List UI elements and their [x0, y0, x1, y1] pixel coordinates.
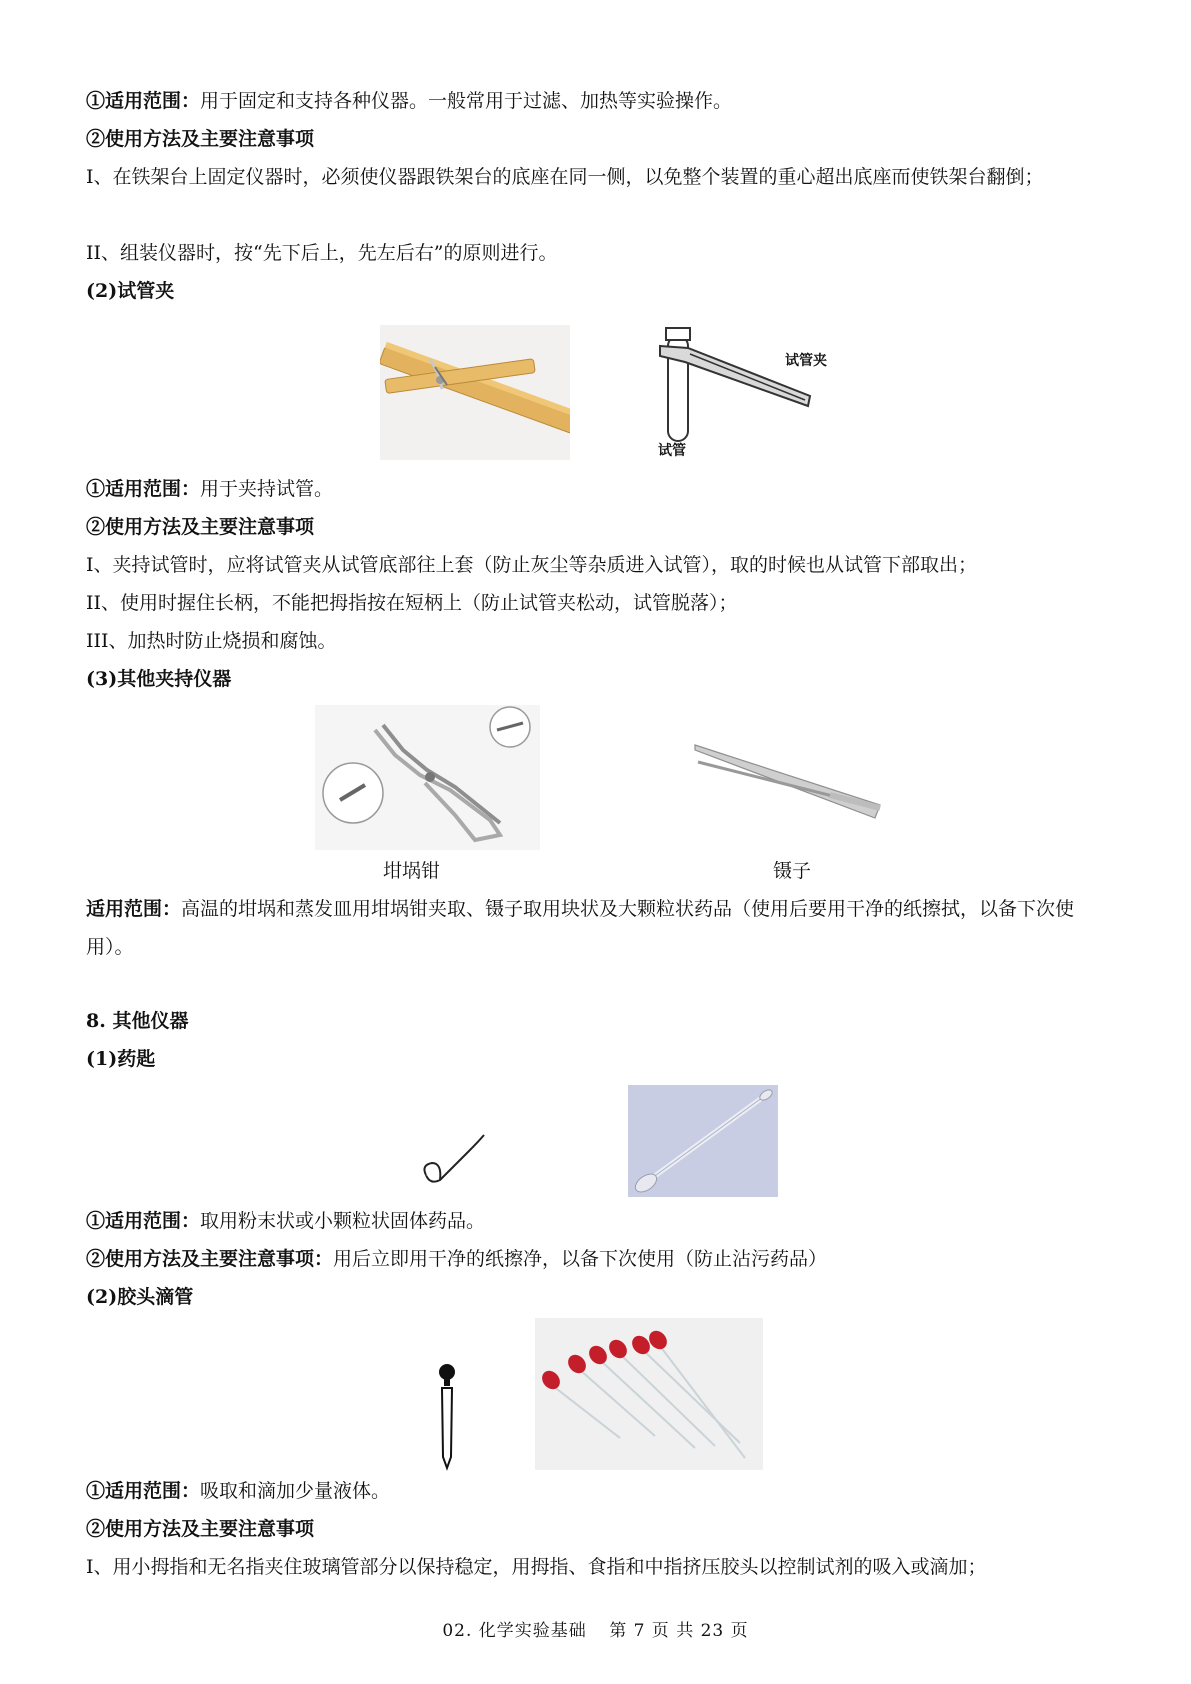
- spoon-photo: [628, 1085, 778, 1197]
- footer-doc-title: 02. 化学实验基础: [442, 1621, 587, 1641]
- scope-text: 取用粉末状或小颗粒状固体药品。: [200, 1210, 486, 1232]
- wooden-holder-photo: [380, 325, 570, 460]
- testtube-holder-note-3: III、加热时防止烧损和腐蚀。: [86, 630, 337, 652]
- scope-text: 用于固定和支持各种仪器。一般常用于过滤、加热等实验操作。: [200, 90, 733, 112]
- ironstand-note-1: I、在铁架台上固定仪器时，必须使仪器跟铁架台的底座在同一侧，以免整个装置的重心超出底座而使铁架台翻倒；: [86, 166, 1044, 188]
- ironstand-scope: [86, 82, 1116, 120]
- scope-label: ①适用范围：: [86, 1210, 201, 1232]
- caption-tweezers: 镊子: [773, 860, 812, 882]
- spoon-scope: [86, 1202, 1116, 1240]
- dropper-usage-heading: ②使用方法及主要注意事项: [86, 1518, 315, 1540]
- page-footer: [0, 1616, 1191, 1641]
- ironstand-note-2: II、组装仪器时，按“先下后上，先左后右”的原则进行。: [86, 242, 558, 264]
- scope-text: 吸取和滴加少量液体。: [200, 1480, 391, 1502]
- dropper-diagram: [432, 1362, 462, 1472]
- label-tube: 试管: [658, 443, 686, 459]
- testtube-holder-scope: [86, 470, 1116, 508]
- tweezers-photo: [690, 740, 890, 830]
- testtube-holder-usage-heading: ②使用方法及主要注意事项: [86, 516, 315, 538]
- spoon-diagram: [418, 1130, 488, 1190]
- dropper-heading: (2)胶头滴管: [86, 1286, 194, 1308]
- scope-text: 高温的坩埚和蒸发皿用坩埚钳夹取、镊子取用块状及大颗粒状药品（使用后要用干净的纸擦拭，以备下次使用）。: [86, 898, 1075, 958]
- testtube-holder-heading: (2)试管夹: [86, 280, 175, 302]
- spoon-heading: (1)药匙: [86, 1048, 156, 1070]
- spoon-usage: [86, 1240, 1116, 1278]
- testtube-holder-note-2: II、使用时握住长柄，不能把拇指按在短柄上（防止试管夹松动，试管脱落）；: [86, 592, 738, 614]
- usage-label: ②使用方法及主要注意事项：: [86, 1248, 334, 1270]
- dropper-scope: [86, 1472, 1116, 1510]
- other-clamps-scope: [86, 890, 1116, 966]
- caption-crucible-tongs: 坩埚钳: [383, 860, 441, 882]
- scope-label: ①适用范围：: [86, 90, 201, 112]
- scope-label: 适用范围：: [86, 898, 182, 920]
- usage-text: 用后立即用干净的纸擦净，以备下次使用（防止沾污药品）: [333, 1248, 828, 1270]
- testtube-holder-diagram: [640, 318, 840, 468]
- scope-label: ①适用范围：: [86, 478, 201, 500]
- ironstand-usage-heading: ②使用方法及主要注意事项: [86, 128, 315, 150]
- section8-heading: 8. 其他仪器: [86, 1010, 189, 1032]
- other-clamps-heading: (3)其他夹持仪器: [86, 668, 232, 690]
- scope-text: 用于夹持试管。: [200, 478, 334, 500]
- footer-page-number: 第 7 页 共 23 页: [609, 1621, 749, 1641]
- dropper-note-1: I、用小拇指和无名指夹住玻璃管部分以保持稳定，用拇指、食指和中指挤压胶头以控制试剂的吸入或滴加；: [86, 1556, 987, 1578]
- droppers-photo: [535, 1318, 763, 1470]
- testtube-holder-note-1: I、夹持试管时，应将试管夹从试管底部往上套（防止灰尘等杂质进入试管），取的时候也从试管下部取出；: [86, 554, 978, 576]
- crucible-tongs-photo: [315, 705, 540, 850]
- scope-label: ①适用范围：: [86, 1480, 201, 1502]
- label-holder: 试管夹: [785, 353, 827, 369]
